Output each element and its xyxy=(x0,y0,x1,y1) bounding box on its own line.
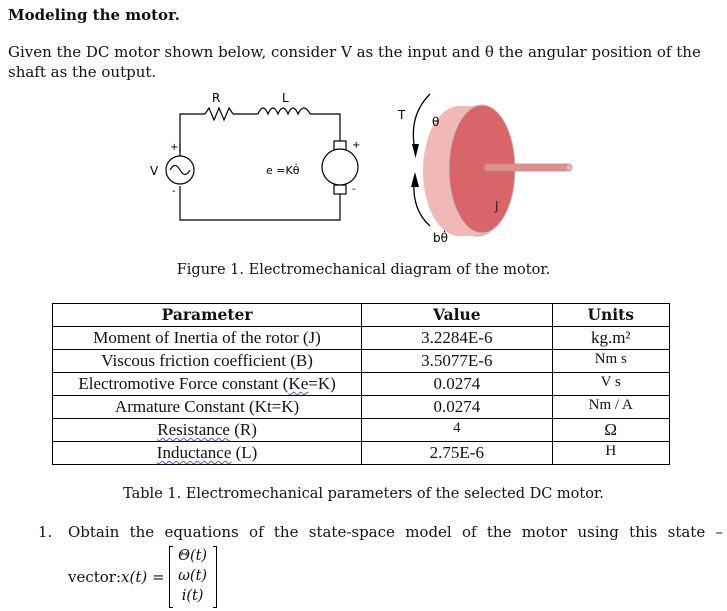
cell-text: Electromotive Force constant ( xyxy=(78,374,289,393)
cell-units: Ω xyxy=(552,419,670,442)
cell-parameter xyxy=(53,442,362,465)
header-value: Value xyxy=(362,304,552,327)
torque-arrowhead xyxy=(412,144,419,158)
question-text: Obtain the equations of the state-space model of the motor using this state – xyxy=(68,523,723,541)
label-plus-motor: + xyxy=(352,140,361,151)
cell-units: Nm / A xyxy=(552,396,670,419)
damping-arrowhead xyxy=(411,172,419,187)
shaft xyxy=(485,164,572,171)
label-T: T xyxy=(398,108,406,122)
cell-parameter xyxy=(53,373,362,396)
table-row xyxy=(53,350,670,373)
table-row xyxy=(53,419,670,442)
table-header-row xyxy=(53,304,670,327)
label-L: L xyxy=(282,91,289,105)
cell-text-flagged: Inductance xyxy=(156,443,232,462)
cell-parameter: Viscous friction coefficient (B) xyxy=(53,350,362,373)
parameter-table xyxy=(52,303,670,465)
label-minus-source: - xyxy=(172,186,176,197)
label-minus-motor: - xyxy=(352,184,356,195)
table-row xyxy=(53,327,670,350)
label-R: R xyxy=(212,91,221,105)
circuit-wires xyxy=(180,114,340,220)
cell-value: 0.0274 xyxy=(362,396,552,419)
cell-units: kg.m² xyxy=(552,327,670,350)
state-vector xyxy=(68,546,217,608)
inductor-symbol xyxy=(258,108,310,114)
matrix-entry: Θ(t) xyxy=(178,548,208,564)
label-back-emf: e =Kθ̇ xyxy=(266,164,300,177)
cell-text-flagged: Resistance xyxy=(157,420,230,439)
cell-parameter: Moment of Inertia of the rotor (J) xyxy=(53,327,362,350)
cell-units: Nm s xyxy=(552,350,670,373)
cell-parameter: Armature Constant (Kt=K) xyxy=(53,396,362,419)
question-item xyxy=(38,523,723,541)
cell-units: V s xyxy=(552,373,670,396)
cell-value: 0.0274 xyxy=(362,373,552,396)
table-row xyxy=(53,373,670,396)
table-caption: Table 1. Electromechanical parameters of the selected DC motor. xyxy=(123,486,604,502)
matrix-entry: i(t) xyxy=(181,588,204,604)
resistor-symbol xyxy=(205,108,233,120)
cell-units: H xyxy=(552,442,670,465)
cell-text: (L) xyxy=(231,443,258,462)
figure-caption: Figure 1. Electromechanical diagram of the motor. xyxy=(176,262,551,278)
cell-text-flagged: Ke xyxy=(288,374,309,393)
voltage-source-symbol xyxy=(166,156,194,184)
cell-parameter xyxy=(53,419,362,442)
cell-text: (R) xyxy=(229,420,257,439)
table-row xyxy=(53,442,670,465)
state-matrix xyxy=(169,546,217,608)
table-row xyxy=(53,396,670,419)
cell-text: =K) xyxy=(308,374,336,393)
intro-paragraph: Given the DC motor shown below, consider V as the input and θ the angular position of the shaft as the output. xyxy=(8,43,701,81)
section-heading: Modeling the motor. xyxy=(8,6,180,24)
matrix-entry: ω(t) xyxy=(178,568,208,584)
cell-value: 3.2284E-6 xyxy=(362,327,552,350)
label-V: V xyxy=(150,164,159,178)
label-J: J xyxy=(495,199,499,213)
cell-value: 3.5077E-6 xyxy=(362,350,552,373)
cell-value: 4 xyxy=(362,419,552,442)
label-theta: θ xyxy=(432,115,440,129)
label-plus-source: + xyxy=(170,142,179,153)
header-units: Units xyxy=(552,304,670,327)
vector-prefix: vector: xyxy=(68,568,122,586)
label-damping: bθ̇ xyxy=(433,231,448,245)
question-number: 1. xyxy=(38,523,53,541)
cell-value: 2.75E-6 xyxy=(362,442,552,465)
header-parameter: Parameter xyxy=(53,304,362,327)
motor-diagram xyxy=(140,86,600,256)
vector-lhs: x(t) = xyxy=(121,568,165,586)
